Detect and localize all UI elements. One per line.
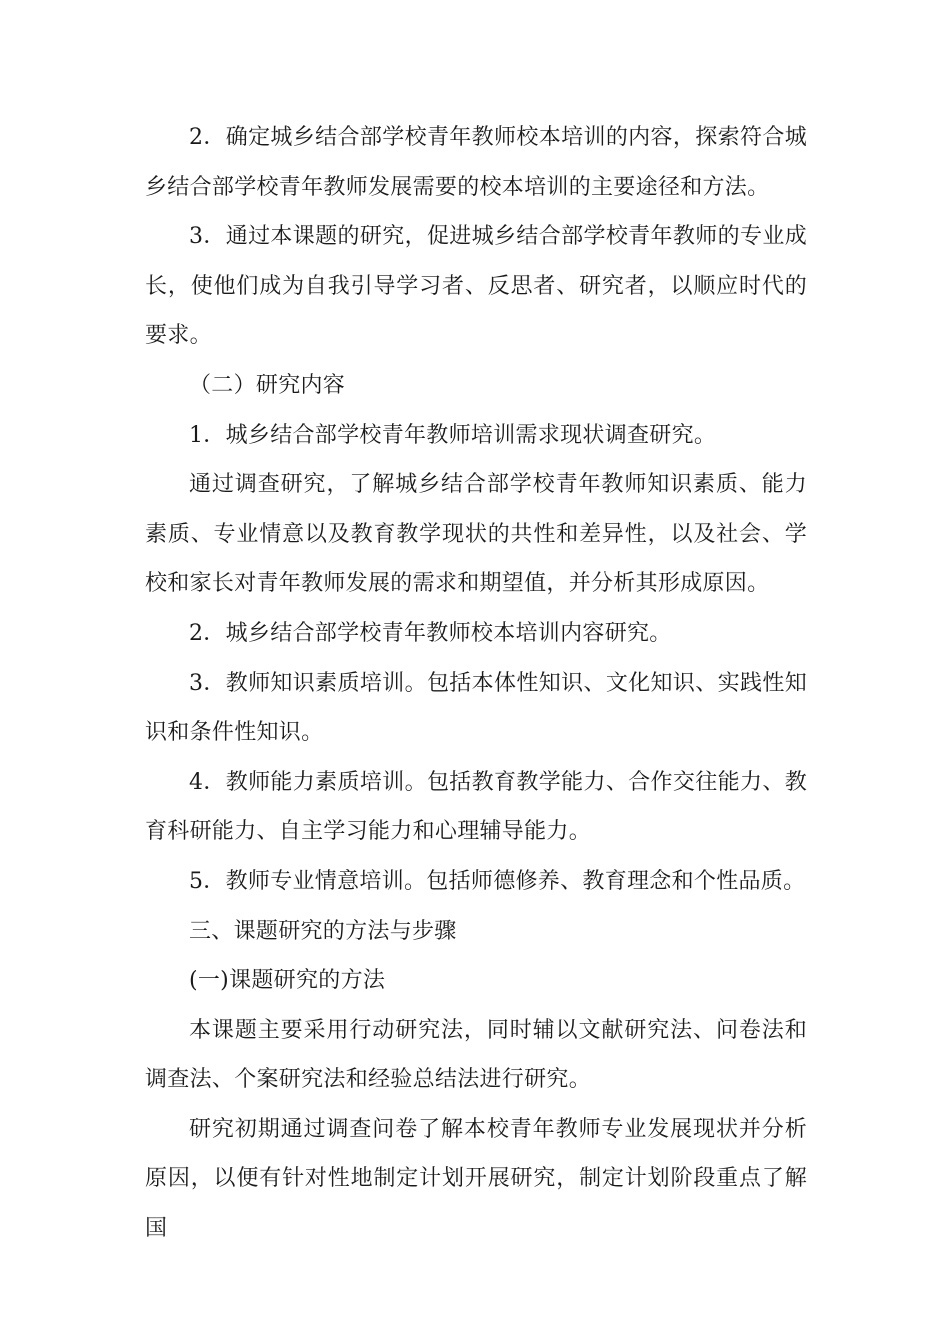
- paragraph-content-3: 3．教师知识素质培训。包括本体性知识、文化知识、实践性知识和条件性知识。: [145, 670, 807, 746]
- section-heading-research-content: （二）研究内容: [189, 372, 346, 398]
- paragraph-goal-3: 3．通过本课题的研究，促进城乡结合部学校青年教师的专业成长，使他们成为自我引导学习者、反思者、研究者，以顺应时代的要求。: [145, 224, 807, 349]
- paragraph-content-4: 4．教师能力素质培训。包括教育教学能力、合作交往能力、教育科研能力、自主学习能力和心理辅导能力。: [145, 769, 807, 845]
- paragraph-content-5: 5．教师专业情意培训。包括师德修养、教育理念和个性品质。: [189, 868, 806, 894]
- paragraph-content-1: 1．城乡结合部学校青年教师培训需求现状调查研究。: [189, 422, 717, 448]
- section-heading-methods-steps: 三、课题研究的方法与步骤: [189, 918, 457, 944]
- paragraph-method-1: 本课题主要采用行动研究法，同时辅以文献研究法、问卷法和调查法、个案研究法和经验总结法进行研究。: [145, 1017, 807, 1093]
- paragraph-content-1-detail: 通过调查研究，了解城乡结合部学校青年教师知识素质、能力素质、专业情意以及教育教学现状的共性和差异性，以及社会、学校和家长对青年教师发展的需求和期望值，并分析其形成原因。: [145, 472, 807, 597]
- paragraph-goal-2: 2．确定城乡结合部学校青年教师校本培训的内容，探索符合城乡结合部学校青年教师发展需要的校本培训的主要途径和方法。: [145, 125, 807, 200]
- document-body: [145, 113, 807, 1254]
- paragraph-content-2: 2．城乡结合部学校青年教师校本培训内容研究。: [189, 620, 672, 646]
- paragraph-method-2: 研究初期通过调查问卷了解本校青年教师专业发展现状并分析原因，以便有针对性地制定计划开展研究，制定计划阶段重点了解国: [145, 1116, 807, 1242]
- subsection-heading-methods: (一)课题研究的方法: [189, 968, 386, 994]
